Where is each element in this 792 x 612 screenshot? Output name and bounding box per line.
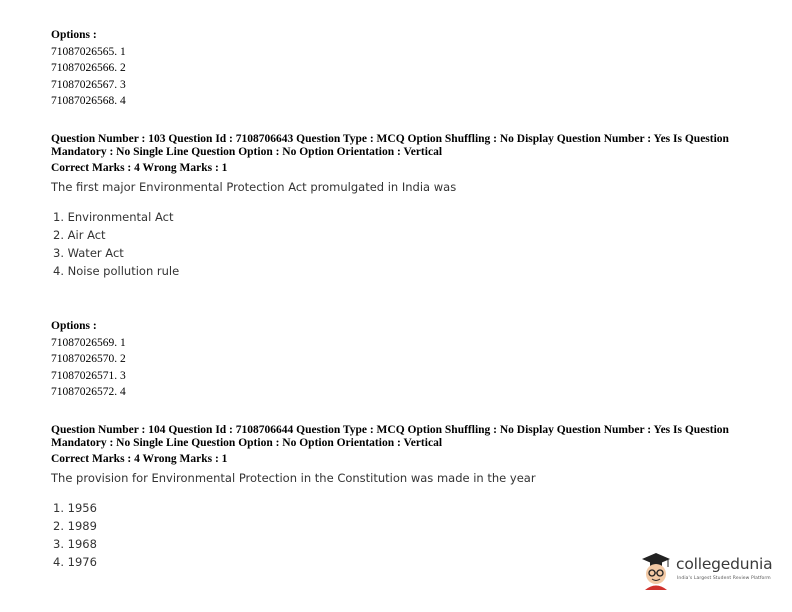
- choice-item: 1. Environmental Act: [53, 210, 174, 224]
- question-103-text: The first major Environmental Protection Act promulgated in India was: [51, 180, 457, 194]
- option-id: 71087026566. 2: [51, 62, 126, 74]
- question-103-meta: Question Number : 103 Question Id : 7108706643 Question Type : MCQ Option Shuffling : No Display Question Number : Yes Is Question Mandatory : No Single Line Question Option : No Option Orientation : Vertical: [51, 133, 729, 158]
- options-heading: Options :: [51, 29, 97, 41]
- logo-tagline: India's Largest Student Review Platform: [677, 576, 771, 581]
- question-104-choices: [53, 499, 97, 571]
- options-block-1: [51, 27, 126, 110]
- question-104-marks: Correct Marks : 4 Wrong Marks : 1: [51, 453, 228, 465]
- options-heading: Options :: [51, 320, 97, 332]
- question-103-choices: [53, 208, 179, 280]
- choice-item: 4. Noise pollution rule: [53, 264, 180, 278]
- choice-item: 2. 1989: [53, 519, 97, 533]
- choice-item: 1. 1956: [53, 501, 97, 515]
- option-id: 71087026567. 3: [51, 78, 126, 91]
- choice-item: 3. 1968: [53, 537, 97, 551]
- option-id: 71087026569. 1: [51, 336, 126, 349]
- question-104-text: The provision for Environmental Protection in the Constitution was made in the year: [51, 471, 536, 485]
- question-103-marks: Correct Marks : 4 Wrong Marks : 1: [51, 162, 228, 174]
- option-id: 71087026570. 2: [51, 353, 126, 365]
- choice-item: 2. Air Act: [53, 228, 106, 242]
- options-block-103: [51, 318, 126, 401]
- logo-wordmark: collegedunia: [676, 555, 773, 573]
- choice-item: 3. Water Act: [53, 246, 124, 260]
- question-104-meta: Question Number : 104 Question Id : 7108706644 Question Type : MCQ Option Shuffling : No Display Question Number : Yes Is Question Mandatory : No Single Line Question Option : No Option Orientation : Vertical: [51, 424, 729, 449]
- collegedunia-logo: [638, 548, 788, 594]
- choice-item: 4. 1976: [53, 555, 97, 569]
- option-id: 71087026565. 1: [51, 45, 126, 58]
- option-id: 71087026571. 3: [51, 369, 126, 382]
- option-id: 71087026568. 4: [51, 95, 126, 107]
- option-id: 71087026572. 4: [51, 386, 126, 398]
- student-mascot-icon: [638, 550, 674, 590]
